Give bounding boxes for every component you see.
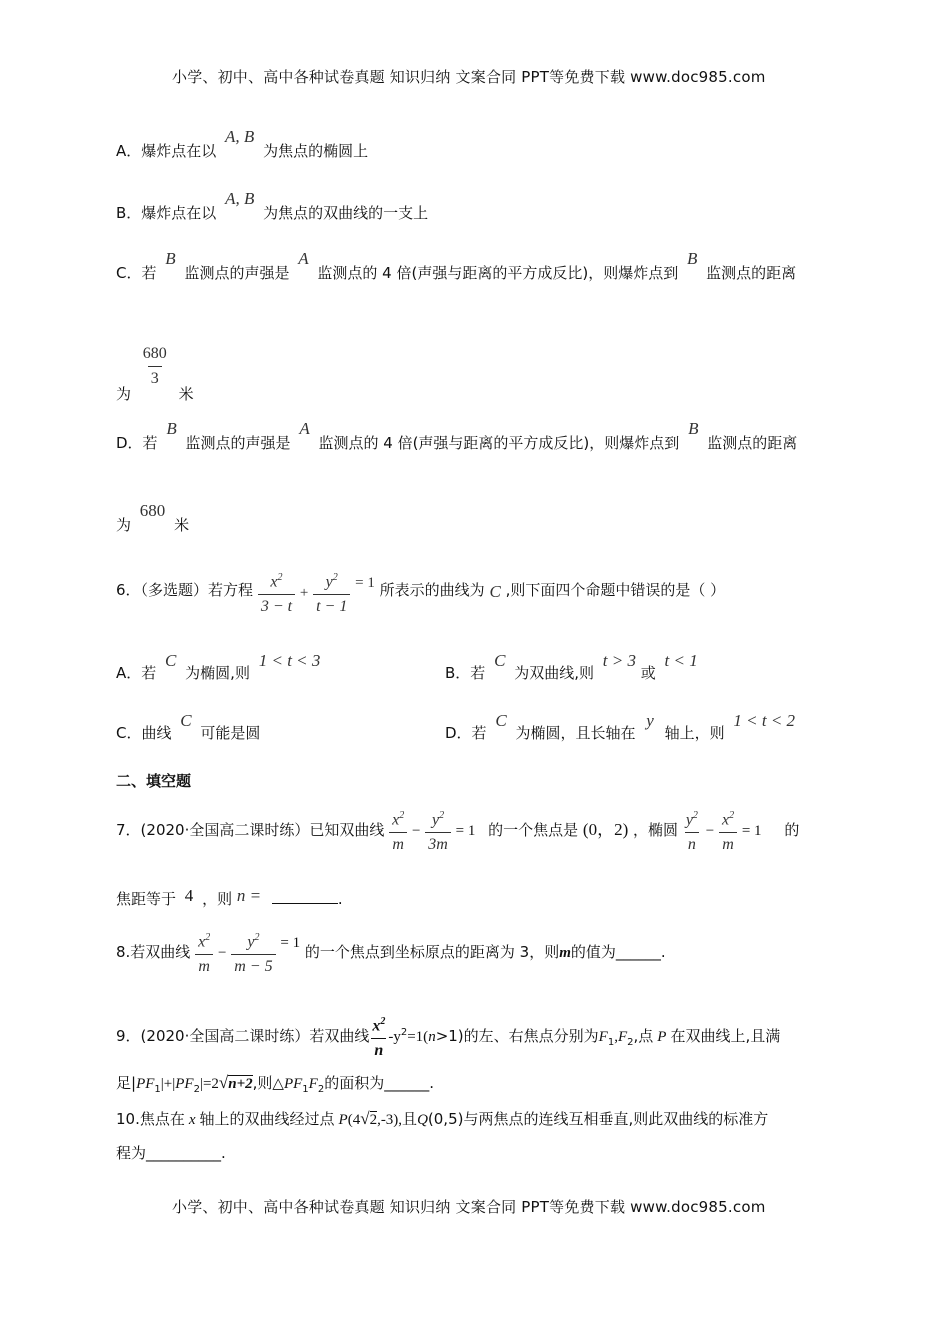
subscript: 2 — [317, 1084, 325, 1095]
question-7-line1 — [116, 806, 799, 855]
fraction — [258, 568, 295, 617]
option-text: 监测点的声强是 — [185, 434, 291, 452]
math-symbol: P — [338, 1112, 348, 1128]
math-condition: 1 < t < 2 — [733, 711, 796, 730]
question-9-line2 — [116, 1072, 434, 1095]
question-text: 8.若双曲线 — [116, 943, 191, 962]
math-text: |=2 — [199, 1076, 219, 1092]
var: y — [431, 811, 440, 829]
fraction — [719, 806, 737, 855]
math-symbol: F — [617, 1029, 628, 1046]
math-symbol: C — [489, 582, 501, 602]
math-symbol: m — [559, 945, 571, 962]
math-symbol: A — [298, 249, 309, 268]
subscript: 1 — [607, 1037, 615, 1049]
fraction-denominator: 3 — [148, 366, 162, 389]
math-symbol: F — [308, 1076, 318, 1092]
math-symbol: C — [494, 651, 506, 670]
q5-option-d — [116, 419, 798, 453]
fraction-denominator: n — [685, 832, 699, 855]
var: y — [685, 811, 693, 829]
question-text: 6．（多选题）若方程 — [116, 581, 254, 600]
fraction-numerator — [719, 806, 737, 832]
exponent: 2 — [205, 932, 211, 943]
exponent: 2 — [380, 1016, 386, 1027]
unit-text: 米 — [178, 385, 194, 403]
var: x — [392, 811, 400, 829]
equals: = 1 — [741, 823, 762, 840]
question-text: 9．(2020·全国高二课时练）若双曲线 — [116, 1027, 370, 1046]
radicand: n+2 — [228, 1076, 253, 1092]
fraction — [389, 806, 407, 855]
subscript: 1 — [302, 1084, 309, 1095]
math-text: ,-3),且 — [377, 1112, 418, 1128]
unit-text: 米 — [174, 516, 190, 534]
math-symbol: PF — [175, 1076, 194, 1092]
operator: + — [299, 585, 309, 602]
q6-option-d — [445, 710, 796, 742]
math-symbol: B — [688, 419, 699, 438]
question-text: 的一个焦点到坐标原点的距离为 3，则 — [304, 943, 560, 962]
option-label: D．若 — [445, 724, 487, 742]
math-value: 680 — [139, 501, 166, 520]
exponent: 2 — [332, 572, 338, 583]
option-label: C．曲线 — [116, 724, 172, 742]
fraction-numerator — [369, 1012, 388, 1038]
math-text: =1( — [407, 1029, 429, 1046]
operator: − — [412, 823, 421, 840]
question-text: 的 — [784, 821, 800, 840]
option-label: A．若 — [116, 664, 157, 682]
question-text: 的一个焦点是 — [488, 821, 579, 840]
fraction-numerator: 680 — [142, 345, 167, 362]
question-text: 7．(2020·全国高二课时练）已知双曲线 — [116, 821, 385, 840]
fraction-denominator: m — [719, 832, 737, 855]
exponent: 2 — [254, 932, 260, 943]
math-symbol: n — [428, 1029, 436, 1046]
question-text: 在双曲线上,且满 — [670, 1027, 781, 1046]
option-text: 监测点的 4 倍(声强与距离的平方成反比)，则爆炸点到 — [318, 434, 680, 452]
math-symbol: A, B — [225, 127, 255, 146]
var: x — [198, 933, 206, 951]
fraction-numerator — [323, 568, 341, 594]
question-text: 足| — [116, 1074, 137, 1092]
fraction — [231, 928, 275, 977]
math-condition: 1 < t < 3 — [258, 651, 321, 670]
page-header: 小学、初中、高中各种试卷真题 知识归纳 文案合同 PPT等免费下载 www.doc985.com — [172, 68, 766, 86]
fraction-denominator: n — [371, 1038, 386, 1061]
q6-option-c — [116, 710, 261, 742]
fraction — [195, 928, 213, 977]
var: y — [325, 573, 333, 591]
exponent: 2 — [277, 572, 283, 583]
question-text: ,则下面四个命题中错误的是（ ） — [505, 581, 726, 600]
math-symbol: C — [180, 711, 192, 730]
q5-option-a — [116, 127, 369, 161]
math-value: 4 — [184, 886, 194, 905]
math-text: |+| — [160, 1076, 176, 1092]
exponent: 2 — [692, 810, 698, 821]
point-coordinate: (0，2) — [582, 820, 629, 840]
math-symbol: PF — [283, 1076, 303, 1092]
q6-option-a — [116, 650, 321, 682]
fraction-denominator: m — [195, 954, 213, 977]
question-text: 焦距等于 — [116, 890, 177, 908]
math-symbol: B — [166, 419, 177, 438]
var: y — [247, 933, 255, 951]
question-text: 所表示的曲线为 — [379, 581, 485, 600]
option-text: 监测点的距离 — [706, 264, 797, 282]
exponent: 2 — [439, 810, 445, 821]
option-text: 轴上，则 — [664, 724, 725, 742]
question-text: 的值为______. — [570, 943, 666, 962]
math-symbol: PF — [136, 1076, 155, 1092]
fraction-numerator — [683, 806, 701, 832]
option-label: B．若 — [445, 664, 486, 682]
math-symbol: B — [686, 249, 698, 268]
fraction-numerator — [244, 928, 262, 954]
math-symbol: A — [299, 419, 310, 438]
math-condition: t > 3 — [602, 651, 636, 670]
math-symbol: F — [598, 1029, 608, 1046]
equals: = 1 — [355, 575, 375, 592]
option-text: 监测点的距离 — [707, 434, 798, 452]
option-text: 或 — [640, 664, 656, 682]
math-symbol: P — [657, 1029, 667, 1046]
math-condition: t < 1 — [664, 651, 698, 670]
q5-option-b — [116, 189, 429, 223]
section-title: 二、填空题 — [116, 772, 192, 790]
equals: = 1 — [455, 823, 476, 840]
math-symbol: Q — [417, 1112, 428, 1128]
subscript: 2 — [193, 1084, 200, 1095]
fraction — [425, 806, 451, 855]
option-text: 为焦点的椭圆上 — [263, 142, 369, 160]
math-symbol: B — [165, 249, 176, 268]
fraction — [369, 1012, 388, 1061]
var: x — [270, 573, 278, 591]
radical-sign: √ — [218, 1073, 229, 1092]
fraction-numerator — [195, 928, 213, 954]
math-text: (4 — [347, 1112, 361, 1128]
math-symbol: A, B — [225, 189, 255, 208]
var: x — [721, 811, 730, 829]
question-6-stem — [116, 568, 725, 617]
option-text: 为 — [116, 385, 132, 403]
math-symbol: n = — [236, 886, 262, 905]
fraction — [313, 568, 350, 617]
question-9-line1 — [116, 1012, 780, 1061]
question-text: ，椭圆 — [633, 821, 679, 840]
option-text: 为焦点的双曲线的一支上 — [263, 204, 429, 222]
equals: = 1 — [280, 935, 301, 952]
operator: − — [705, 823, 715, 840]
exponent: 2 — [729, 810, 735, 821]
math-symbol: C — [495, 711, 507, 730]
option-text: 为椭圆，且长轴在 — [515, 724, 636, 742]
question-text: >1)的左、右焦点分别为 — [435, 1027, 599, 1046]
question-text: (0,5)与两焦点的连线互相垂直,则此双曲线的标准方 — [427, 1110, 769, 1128]
option-text: 为 — [116, 516, 132, 534]
option-text: 为双曲线,则 — [514, 664, 594, 682]
math-symbol: y — [646, 711, 654, 730]
question-10-line2: 程为__________. — [116, 1144, 226, 1162]
option-text: 为椭圆,则 — [185, 664, 250, 682]
radicand: 2 — [369, 1112, 378, 1128]
q5-option-c-answer — [116, 344, 194, 403]
option-label: C．若 — [116, 264, 157, 282]
fraction-denominator: m — [389, 832, 407, 855]
question-text: 轴上的双曲线经过点 — [199, 1110, 335, 1128]
fraction — [140, 344, 170, 389]
question-7-line2 — [116, 888, 343, 909]
answer-blank[interactable] — [272, 889, 338, 904]
fraction-denominator: 3m — [425, 832, 451, 855]
question-text: 10.焦点在 — [116, 1110, 185, 1128]
fraction-denominator: m − 5 — [231, 954, 275, 977]
math-text: -y — [388, 1029, 401, 1046]
question-text: ,则△ — [252, 1074, 284, 1092]
math-symbol: C — [165, 651, 177, 670]
question-10-line1 — [116, 1108, 768, 1129]
q5-option-d-answer — [116, 501, 190, 535]
period: . — [337, 890, 343, 908]
fraction-numerator — [389, 806, 407, 832]
q5-option-c — [116, 249, 797, 283]
fraction-denominator: 3 − t — [258, 594, 295, 617]
q6-option-b — [445, 650, 698, 682]
option-label: A．爆炸点在以 — [116, 142, 217, 160]
operator: − — [217, 945, 227, 962]
option-text: 可能是圆 — [200, 724, 261, 742]
question-text: ,点 — [633, 1027, 654, 1046]
var: x — [372, 1017, 381, 1035]
subscript: 1 — [154, 1084, 161, 1095]
option-text: 监测点的 4 倍(声强与距离的平方成反比)，则爆炸点到 — [317, 264, 679, 282]
fraction — [683, 806, 701, 855]
option-label: D．若 — [116, 434, 158, 452]
option-label: B．爆炸点在以 — [116, 204, 217, 222]
fraction-numerator — [267, 568, 285, 594]
radical-sign: √ — [360, 1109, 370, 1128]
exponent: 2 — [400, 1027, 408, 1039]
question-text: 的面积为______. — [324, 1074, 434, 1092]
subscript: 2 — [627, 1037, 634, 1049]
math-symbol: x — [188, 1112, 196, 1128]
option-text: 监测点的声强是 — [184, 264, 290, 282]
fraction-numerator — [429, 806, 447, 832]
fraction-denominator: t − 1 — [313, 594, 350, 617]
question-8 — [116, 928, 666, 977]
page-footer: 小学、初中、高中各种试卷真题 知识归纳 文案合同 PPT等免费下载 www.doc985.com — [172, 1198, 766, 1216]
exponent: 2 — [399, 810, 405, 821]
question-text: ，则 — [202, 890, 233, 908]
comma: , — [614, 1029, 618, 1046]
